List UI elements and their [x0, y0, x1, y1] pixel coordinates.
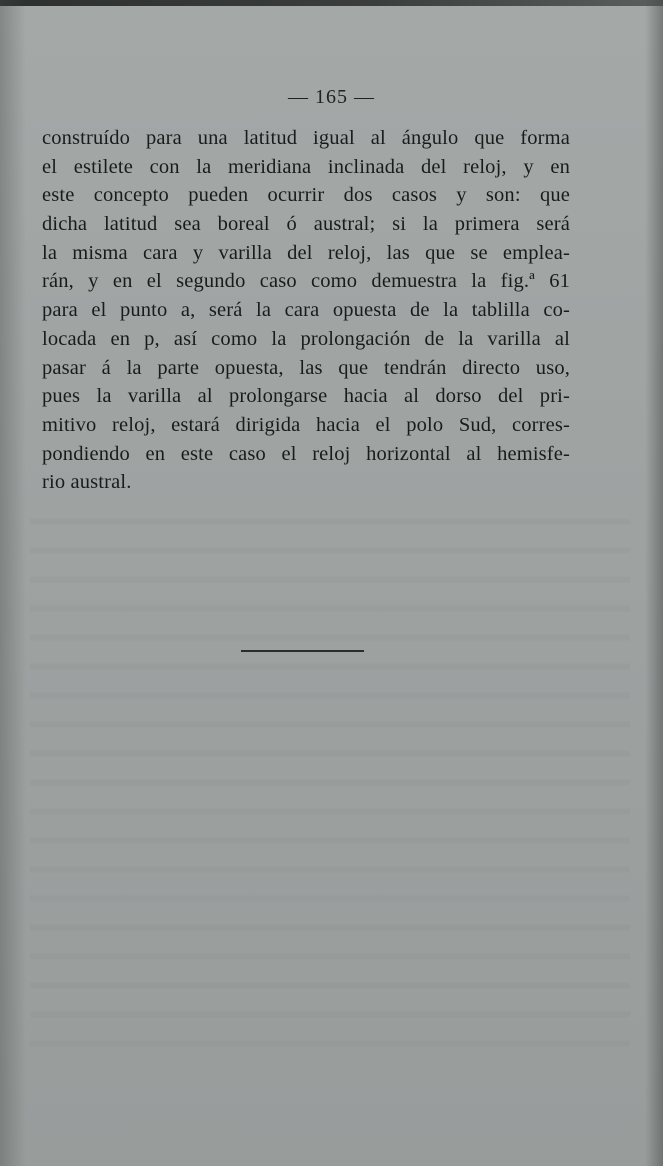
page-number-header: — 165 —: [288, 86, 375, 108]
text-line: para el punto a, será la cara opuesta de la tablilla co-: [42, 299, 570, 322]
text-line: construído para una latitud igual al ángulo que forma: [42, 127, 570, 149]
body-paragraph: [42, 124, 570, 497]
text-line: el estilete con la meridiana inclinada del reloj, y en: [42, 155, 570, 178]
page-right-shadow: [645, 0, 663, 1166]
text-line: mitivo reloj, estará dirigida hacia el polo Sud, corres-: [42, 413, 570, 436]
text-line: dicha latitud sea boreal ó austral; si la primera será: [42, 213, 570, 236]
section-end-rule: [241, 650, 364, 652]
text-line: rán, y en el segundo caso como demuestra la fig.ª 61: [42, 270, 570, 293]
text-line: la misma cara y varilla del reloj, las que se emplea-: [42, 241, 570, 264]
text-line: pasar á la parte opuesta, las que tendrán directo uso,: [42, 356, 570, 379]
text-line: este concepto pueden ocurrir dos casos y son: que: [42, 184, 570, 207]
text-line: rio austral.: [42, 471, 132, 494]
page-left-shadow: [0, 0, 26, 1166]
text-line: pondiendo en este caso el reloj horizontal al hemisfe-: [42, 442, 570, 465]
text-line: pues la varilla al prolongarse hacia al dorso del pri-: [42, 385, 570, 408]
text-line: locada en p, así como la prolongación de la varilla al: [42, 327, 570, 350]
show-through-texture: [30, 500, 630, 1060]
page-top-edge: [0, 0, 663, 6]
